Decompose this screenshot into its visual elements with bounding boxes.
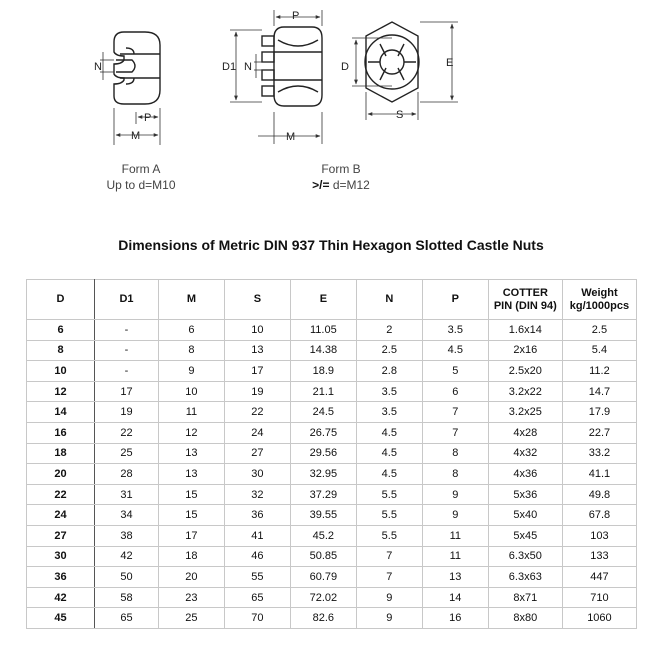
table-cell: 17.9 bbox=[562, 402, 636, 423]
table-row bbox=[27, 381, 637, 402]
table-cell: 447 bbox=[562, 567, 636, 588]
table-cell: 1.6x14 bbox=[488, 320, 562, 341]
form-a-p-label: P bbox=[144, 112, 152, 124]
table-cell: 4.5 bbox=[356, 443, 422, 464]
table-row bbox=[27, 443, 637, 464]
table-cell: 18.9 bbox=[290, 361, 356, 382]
table-cell: 23 bbox=[158, 587, 224, 608]
table-cell: 4.5 bbox=[356, 422, 422, 443]
form-b-caption-line1: Form B bbox=[321, 162, 361, 176]
table-row bbox=[27, 525, 637, 546]
table-cell: 21.1 bbox=[290, 381, 356, 402]
table-row bbox=[27, 422, 637, 443]
table-cell: 7 bbox=[356, 546, 422, 567]
table-cell: 5.5 bbox=[356, 525, 422, 546]
table-cell: 33.2 bbox=[562, 443, 636, 464]
table-cell: 20 bbox=[27, 464, 95, 485]
top-view-drawing bbox=[365, 22, 419, 102]
table-cell: 7 bbox=[422, 422, 488, 443]
table-cell: 5x36 bbox=[488, 484, 562, 505]
table-row bbox=[27, 320, 637, 341]
table-cell: 11.05 bbox=[290, 320, 356, 341]
table-cell: 17 bbox=[158, 525, 224, 546]
table-cell: 9 bbox=[422, 484, 488, 505]
table-cell: 49.8 bbox=[562, 484, 636, 505]
table-cell: 10 bbox=[27, 361, 95, 382]
page-title: Dimensions of Metric DIN 937 Thin Hexagon Slotted Castle Nuts bbox=[118, 237, 544, 253]
table-header-row bbox=[27, 280, 637, 320]
table-cell: 8 bbox=[422, 443, 488, 464]
form-a-m-label: M bbox=[131, 130, 141, 142]
form-b-caption-operator: >/= bbox=[312, 178, 330, 192]
table-cell: 12 bbox=[27, 381, 95, 402]
table-cell: 16 bbox=[27, 422, 95, 443]
table-cell: 45 bbox=[27, 608, 95, 629]
table-cell: 29.56 bbox=[290, 443, 356, 464]
table-cell: 10 bbox=[158, 381, 224, 402]
table-cell: 4.5 bbox=[356, 464, 422, 485]
table-cell: 34 bbox=[95, 505, 159, 526]
table-cell: 14.7 bbox=[562, 381, 636, 402]
table-cell: 25 bbox=[158, 608, 224, 629]
table-cell: 50.85 bbox=[290, 546, 356, 567]
table-cell: 6 bbox=[158, 320, 224, 341]
table-cell: 28 bbox=[95, 464, 159, 485]
table-cell: 133 bbox=[562, 546, 636, 567]
table-row bbox=[27, 505, 637, 526]
column-header bbox=[95, 280, 159, 320]
table-cell: 41 bbox=[224, 525, 290, 546]
top-view-e-label: E bbox=[446, 57, 454, 69]
table-cell: 6 bbox=[422, 381, 488, 402]
table-cell: 2.5 bbox=[562, 320, 636, 341]
column-header-line: N bbox=[385, 293, 394, 305]
table-cell: 8x71 bbox=[488, 587, 562, 608]
column-header-line: PIN (DIN 94) bbox=[493, 299, 557, 312]
column-header-line: D1 bbox=[119, 293, 134, 305]
table-cell: 3.5 bbox=[356, 402, 422, 423]
table-cell: 30 bbox=[27, 546, 95, 567]
table-cell: 19 bbox=[95, 402, 159, 423]
table-cell: 70 bbox=[224, 608, 290, 629]
table-cell: 50 bbox=[95, 567, 159, 588]
table-cell: 4x28 bbox=[488, 422, 562, 443]
form-b-caption bbox=[286, 161, 396, 193]
column-header-line: COTTER bbox=[502, 286, 548, 299]
table-cell: 7 bbox=[422, 402, 488, 423]
table-cell: 11 bbox=[422, 546, 488, 567]
column-header-line: kg/1000pcs bbox=[569, 299, 630, 312]
table-cell: 4.5 bbox=[422, 340, 488, 361]
table-cell: 5.4 bbox=[562, 340, 636, 361]
table-cell: 8 bbox=[27, 340, 95, 361]
form-b-p-label: P bbox=[292, 10, 300, 22]
table-cell: 14 bbox=[422, 587, 488, 608]
table-cell: 6.3x50 bbox=[488, 546, 562, 567]
form-a-n-label: N bbox=[94, 61, 102, 73]
column-header bbox=[562, 280, 636, 320]
table-cell: 65 bbox=[224, 587, 290, 608]
table-cell: 14 bbox=[27, 402, 95, 423]
table-cell: 55 bbox=[224, 567, 290, 588]
form-a-caption bbox=[96, 161, 186, 193]
table-cell: 6 bbox=[27, 320, 95, 341]
table-cell: 1060 bbox=[562, 608, 636, 629]
table-row bbox=[27, 608, 637, 629]
table-cell: 103 bbox=[562, 525, 636, 546]
column-header-line: S bbox=[253, 293, 262, 305]
table-cell: 9 bbox=[356, 608, 422, 629]
table-cell: - bbox=[95, 340, 159, 361]
table-cell: 22.7 bbox=[562, 422, 636, 443]
table-cell: 11 bbox=[158, 402, 224, 423]
table-cell: 19 bbox=[224, 381, 290, 402]
column-header-line: Weight bbox=[581, 286, 618, 299]
table-cell: 16 bbox=[422, 608, 488, 629]
column-header bbox=[356, 280, 422, 320]
table-cell: 27 bbox=[224, 443, 290, 464]
table-cell: 3.5 bbox=[422, 320, 488, 341]
column-header-line: M bbox=[186, 293, 196, 305]
table-row bbox=[27, 361, 637, 382]
table-cell: 22 bbox=[95, 422, 159, 443]
table-cell: 4x32 bbox=[488, 443, 562, 464]
table-cell: 37.29 bbox=[290, 484, 356, 505]
table-cell: 24 bbox=[27, 505, 95, 526]
table-cell: 45.2 bbox=[290, 525, 356, 546]
table-cell: 710 bbox=[562, 587, 636, 608]
table-cell: 13 bbox=[158, 443, 224, 464]
column-header bbox=[488, 280, 562, 320]
table-cell: 32.95 bbox=[290, 464, 356, 485]
table-cell: 22 bbox=[27, 484, 95, 505]
table-cell: 20 bbox=[158, 567, 224, 588]
table-cell: 2x16 bbox=[488, 340, 562, 361]
table-row bbox=[27, 546, 637, 567]
column-header bbox=[290, 280, 356, 320]
table-cell: 65 bbox=[95, 608, 159, 629]
column-header bbox=[27, 280, 95, 320]
table-cell: 17 bbox=[95, 381, 159, 402]
table-cell: 38 bbox=[95, 525, 159, 546]
table-cell: 72.02 bbox=[290, 587, 356, 608]
table-cell: 30 bbox=[224, 464, 290, 485]
table-cell: 5x45 bbox=[488, 525, 562, 546]
table-cell: 8 bbox=[158, 340, 224, 361]
table-cell: 3.5 bbox=[356, 381, 422, 402]
table-cell: 46 bbox=[224, 546, 290, 567]
table-cell: - bbox=[95, 361, 159, 382]
table-cell: 13 bbox=[422, 567, 488, 588]
form-a-caption-line2: Up to d=M10 bbox=[106, 178, 176, 192]
table-cell: 9 bbox=[422, 505, 488, 526]
table-cell: 60.79 bbox=[290, 567, 356, 588]
table-cell: 10 bbox=[224, 320, 290, 341]
table-cell: 5.5 bbox=[356, 505, 422, 526]
top-view-s-label: S bbox=[396, 109, 404, 121]
table-cell: 6.3x63 bbox=[488, 567, 562, 588]
table-cell: 18 bbox=[158, 546, 224, 567]
form-b-n-label: N bbox=[244, 61, 252, 73]
table-cell: 36 bbox=[224, 505, 290, 526]
table-cell: 67.8 bbox=[562, 505, 636, 526]
table-row bbox=[27, 402, 637, 423]
table-cell: 14.38 bbox=[290, 340, 356, 361]
column-header bbox=[422, 280, 488, 320]
table-cell: 58 bbox=[95, 587, 159, 608]
table-cell: 36 bbox=[27, 567, 95, 588]
column-header bbox=[224, 280, 290, 320]
table-cell: 39.55 bbox=[290, 505, 356, 526]
table-cell: 18 bbox=[27, 443, 95, 464]
table-cell: 27 bbox=[27, 525, 95, 546]
table-cell: 82.6 bbox=[290, 608, 356, 629]
table-cell: 15 bbox=[158, 484, 224, 505]
table-cell: 2.5 bbox=[356, 340, 422, 361]
table-cell: 7 bbox=[356, 567, 422, 588]
table-cell: 17 bbox=[224, 361, 290, 382]
top-view-d-label: D bbox=[341, 61, 349, 73]
table-cell: 13 bbox=[224, 340, 290, 361]
table-cell: 15 bbox=[158, 505, 224, 526]
form-b-caption-line2 bbox=[286, 177, 396, 193]
column-header-line: P bbox=[451, 293, 459, 305]
table-cell: 26.75 bbox=[290, 422, 356, 443]
table-row bbox=[27, 484, 637, 505]
table-row bbox=[27, 587, 637, 608]
table-cell: 11.2 bbox=[562, 361, 636, 382]
table-cell: 41.1 bbox=[562, 464, 636, 485]
table-cell: 32 bbox=[224, 484, 290, 505]
table-cell: 9 bbox=[356, 587, 422, 608]
table-cell: 2.8 bbox=[356, 361, 422, 382]
form-b-m-label: M bbox=[286, 131, 296, 143]
form-b-drawing bbox=[262, 27, 322, 106]
table-body bbox=[27, 320, 637, 629]
table-cell: 3.2x25 bbox=[488, 402, 562, 423]
form-a-drawing bbox=[114, 32, 160, 104]
table-cell: 42 bbox=[27, 587, 95, 608]
table-cell: 12 bbox=[158, 422, 224, 443]
table-cell: 5x40 bbox=[488, 505, 562, 526]
table-cell: 22 bbox=[224, 402, 290, 423]
table-cell: 31 bbox=[95, 484, 159, 505]
table-row bbox=[27, 567, 637, 588]
table-cell: 42 bbox=[95, 546, 159, 567]
table-cell: 24 bbox=[224, 422, 290, 443]
table-cell: 9 bbox=[158, 361, 224, 382]
table-cell: 3.2x22 bbox=[488, 381, 562, 402]
form-b-caption-condition: d=M12 bbox=[329, 178, 370, 192]
column-header-line: E bbox=[319, 293, 328, 305]
column-header bbox=[158, 280, 224, 320]
table-cell: 11 bbox=[422, 525, 488, 546]
table-cell: 4x36 bbox=[488, 464, 562, 485]
table-cell: 13 bbox=[158, 464, 224, 485]
table-cell: 24.5 bbox=[290, 402, 356, 423]
table-cell: 25 bbox=[95, 443, 159, 464]
table-row bbox=[27, 340, 637, 361]
table-cell: 5 bbox=[422, 361, 488, 382]
column-header-line: D bbox=[56, 293, 65, 305]
dimensions-table bbox=[26, 279, 637, 629]
table-cell: 5.5 bbox=[356, 484, 422, 505]
form-a-caption-line1: Form A bbox=[121, 162, 161, 176]
form-b-d1-label: D1 bbox=[222, 61, 237, 73]
table-cell: 2.5x20 bbox=[488, 361, 562, 382]
table-cell: 8x80 bbox=[488, 608, 562, 629]
table-row bbox=[27, 464, 637, 485]
table-cell: - bbox=[95, 320, 159, 341]
table-cell: 8 bbox=[422, 464, 488, 485]
table-cell: 2 bbox=[356, 320, 422, 341]
